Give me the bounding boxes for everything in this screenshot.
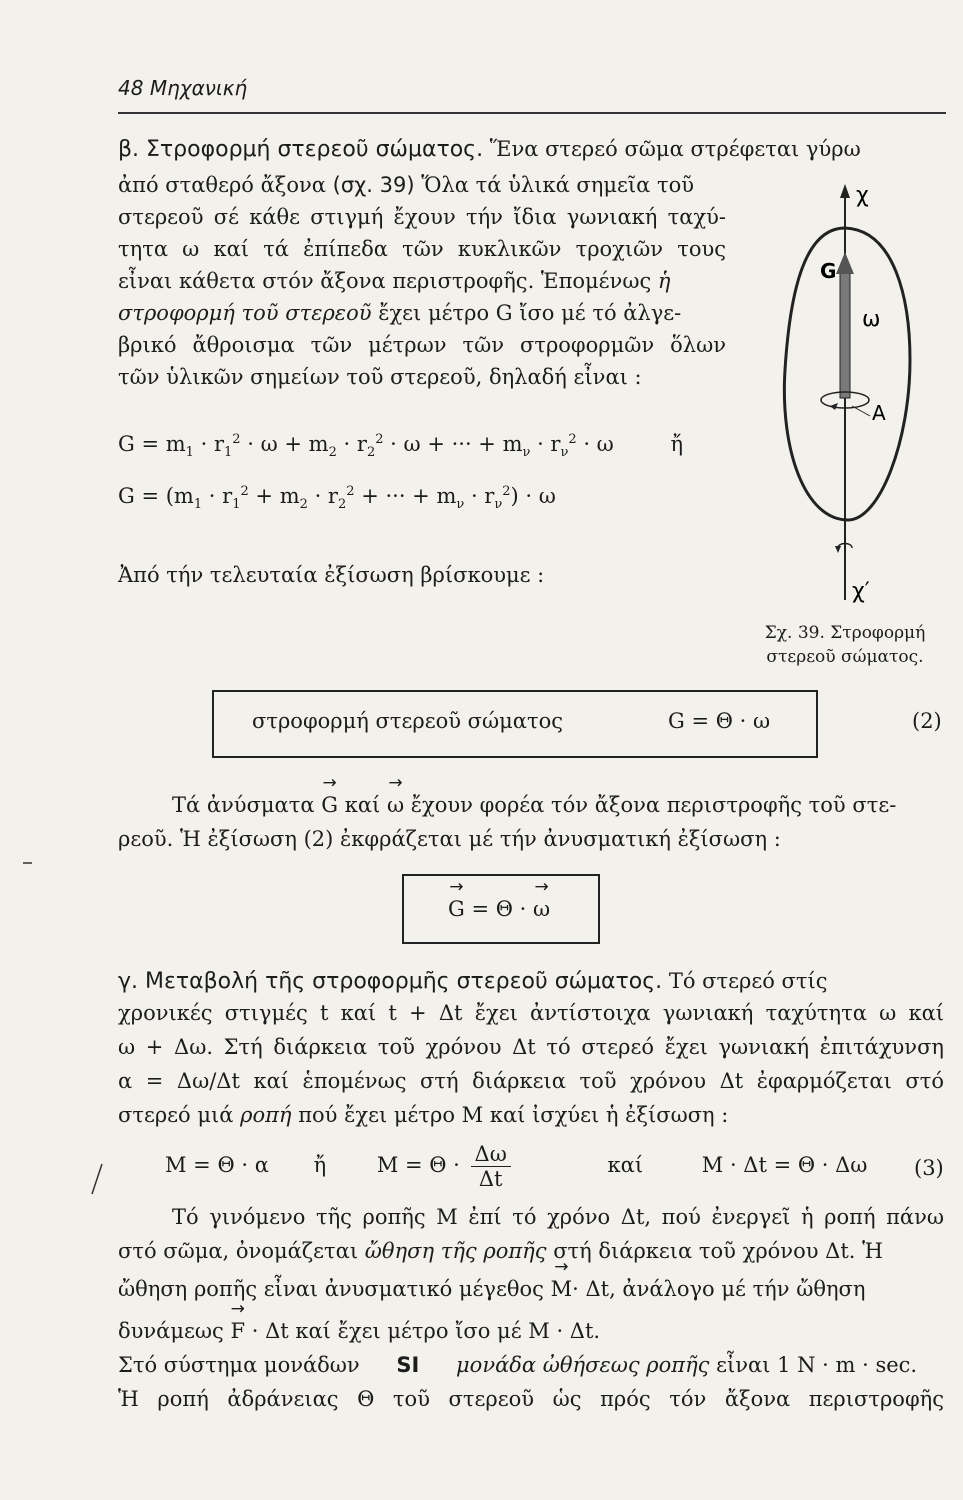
section-b-heading: β. Στροφορμή στερεοῦ σώματος. xyxy=(118,137,484,162)
section-c-line-5: στερεό μιά ροπή πού ἔχει μέτρο Μ καί ἰσχύει ἡ ἐξίσωση : xyxy=(118,1103,729,1127)
pen-mark xyxy=(88,1160,108,1200)
running-title: Μηχανική xyxy=(149,76,248,100)
section-b-line-3: στερεοῦ σέ κάθε στιγμή ἔχουν τήν ἴδια γωνιακή ταχύ- xyxy=(118,205,726,229)
vector-sentence-line-2: ρεοῦ. Ἡ ἐξίσωση (2) ἐκφράζεται μέ τήν ἀνυσματική ἐξίσωση : xyxy=(118,827,781,851)
equation-3: Μ = Θ · α ἤ Μ = Θ · $\frac{\Delta\omega}{\Delta t}$ καί Μ · Δt = Θ · Δω xyxy=(165,1142,868,1191)
last-line: Ἡ ροπή ἀδράνειας Θ τοῦ στερεοῦ ὡς πρός τόν ἄξονα περιστροφῆς xyxy=(118,1387,944,1411)
section-b-line-4: τητα ω καί τά ἐπίπεδα τῶν κυκλικῶν τροχιῶν τους xyxy=(118,237,726,261)
label-A: A xyxy=(872,401,886,425)
label-omega: ω xyxy=(862,307,881,332)
para2-line-4: δυνάμεως → F · Δt καί ἔχει μέτρο ἴσο μέ Μ · Δt. xyxy=(118,1318,600,1345)
equation-number-3: (3) xyxy=(914,1156,944,1180)
vector-G: → G xyxy=(321,792,338,819)
section-c-line-1: γ. Μεταβολή τῆς στροφορμῆς στερεοῦ σώματος. Τό στερεό στίς xyxy=(118,969,828,994)
para2-line-2: στό σῶμα, ὀνομάζεται ὤθηση τῆς ροπῆς στή διάρκεια τοῦ χρόνου Δt. Ἡ xyxy=(118,1239,883,1263)
section-c-line-2: χρονικές στιγμές t καί t + Δt ἔχει ἀντίστοιχα γωνιακή ταχύτητα ω καί xyxy=(118,1001,944,1025)
figure-reference: (σχ. 39) xyxy=(332,173,415,197)
section-b-line-1: β. Στροφορμή στερεοῦ σώματος. Ἕνα στερεό σῶμα στρέφεται γύρω xyxy=(118,137,861,162)
axis-label-top: χ xyxy=(856,183,869,208)
section-b-line-8: τῶν ὑλικῶν σημείων τοῦ στερεοῦ, δηλαδή εἶναι : xyxy=(118,365,642,389)
vector-F: → F xyxy=(230,1318,245,1345)
after-equation-text: Ἀπό τήν τελευταία ἐξίσωση βρίσκουμε : xyxy=(118,563,545,587)
vector-G-arrow xyxy=(840,270,850,398)
vector-omega: → ω xyxy=(387,792,404,819)
fraction: $\frac{\Delta\omega}{\Delta t}$ xyxy=(471,1142,511,1191)
section-b-line-7: βρικό ἄθροισμα τῶν μέτρων τῶν στροφορμῶν ὅλων xyxy=(118,333,726,357)
page-number: 48 xyxy=(118,76,144,100)
section-b-line-5: εἶναι κάθετα στόν ἄξονα περιστροφῆς. Ἑπομένως ἡ xyxy=(118,269,671,293)
section-c-line-4: α = Δω/Δt καί ἑπομένως στή διάρκεια τοῦ χρόνου Δt ἐφαρμόζεται στό xyxy=(118,1069,944,1093)
section-b-line-2: ἀπό σταθερό ἄξονα (σχ. 39) Ὅλα τά ὑλικά σημεῖα τοῦ xyxy=(118,173,694,197)
figure-rigid-body-rotation xyxy=(760,170,950,610)
rotation-arrow-icon xyxy=(830,403,838,410)
para2-line-3: ὤθηση ροπῆς εἶναι ἀνυσματικό μέγεθος → Μ· Δt, ἀνάλογο μέ τήν ὤθηση xyxy=(118,1276,865,1303)
pen-dot xyxy=(22,860,34,866)
vector-sentence-line-1: Τά ἀνύσματα → G καί → ω ἔχουν φορέα τόν ἄξονα περιστροφῆς τοῦ στε- xyxy=(172,792,896,819)
boxed-formula-expression: G = Θ · ω xyxy=(668,709,771,733)
equation-sum-2: $G = (m_1 \cdot r_1^2 + m_2 \cdot r_2^2$ + ··· + $m_\nu \cdot r_\nu^2) \cdot \omega$ xyxy=(118,484,556,513)
axis-arrowhead-icon xyxy=(840,184,850,198)
figure-caption: Σχ. 39. Στροφορμή στερεοῦ σώματος. xyxy=(764,623,926,667)
vector-G-arrowhead-icon xyxy=(836,252,854,274)
section-c-line-3: ω + Δω. Στή διάρκεια τοῦ χρόνου Δt τό στερεό ἔχει γωνιακή ἐπιτάχυνση xyxy=(118,1035,944,1059)
equation-number-2: (2) xyxy=(912,709,942,733)
vector-M: → Μ xyxy=(551,1276,573,1303)
boxed-formula-label: στροφορμή στερεοῦ σώματος xyxy=(252,709,563,733)
header-rule xyxy=(118,112,946,114)
equation-sum-1: $G = m_1 \cdot r_1^2 \cdot \omega + m_2 \cdot r_2^2 \cdot \omega$ + ··· + $m_\nu \cdot r_\nu^2 \cdot \omega$ ἤ xyxy=(118,432,684,461)
section-b-line-6: στροφορμή τοῦ στερεοῦ ἔχει μέτρο G ἴσο μέ τό ἀλγε- xyxy=(118,301,682,325)
vector-equation: → G = Θ · → ω xyxy=(448,897,550,921)
defined-term: στροφορμή τοῦ στερεοῦ xyxy=(118,301,372,325)
axis-label-bottom: χ′ xyxy=(852,579,870,604)
page-header xyxy=(118,76,247,100)
section-c-heading: γ. Μεταβολή τῆς στροφορμῆς στερεοῦ σώματος. xyxy=(118,969,663,994)
para2-line-1: Τό γινόμενο τῆς ροπῆς Μ ἐπί τό χρόνο Δt, πού ἐνεργεῖ ἡ ροπή πάνω xyxy=(172,1205,944,1229)
label-G: G xyxy=(820,259,837,283)
si-units-line: Στό σύστημα μονάδων SI μονάδα ὠθήσεως ροπῆς εἶναι 1 N · m · sec. xyxy=(118,1353,918,1377)
